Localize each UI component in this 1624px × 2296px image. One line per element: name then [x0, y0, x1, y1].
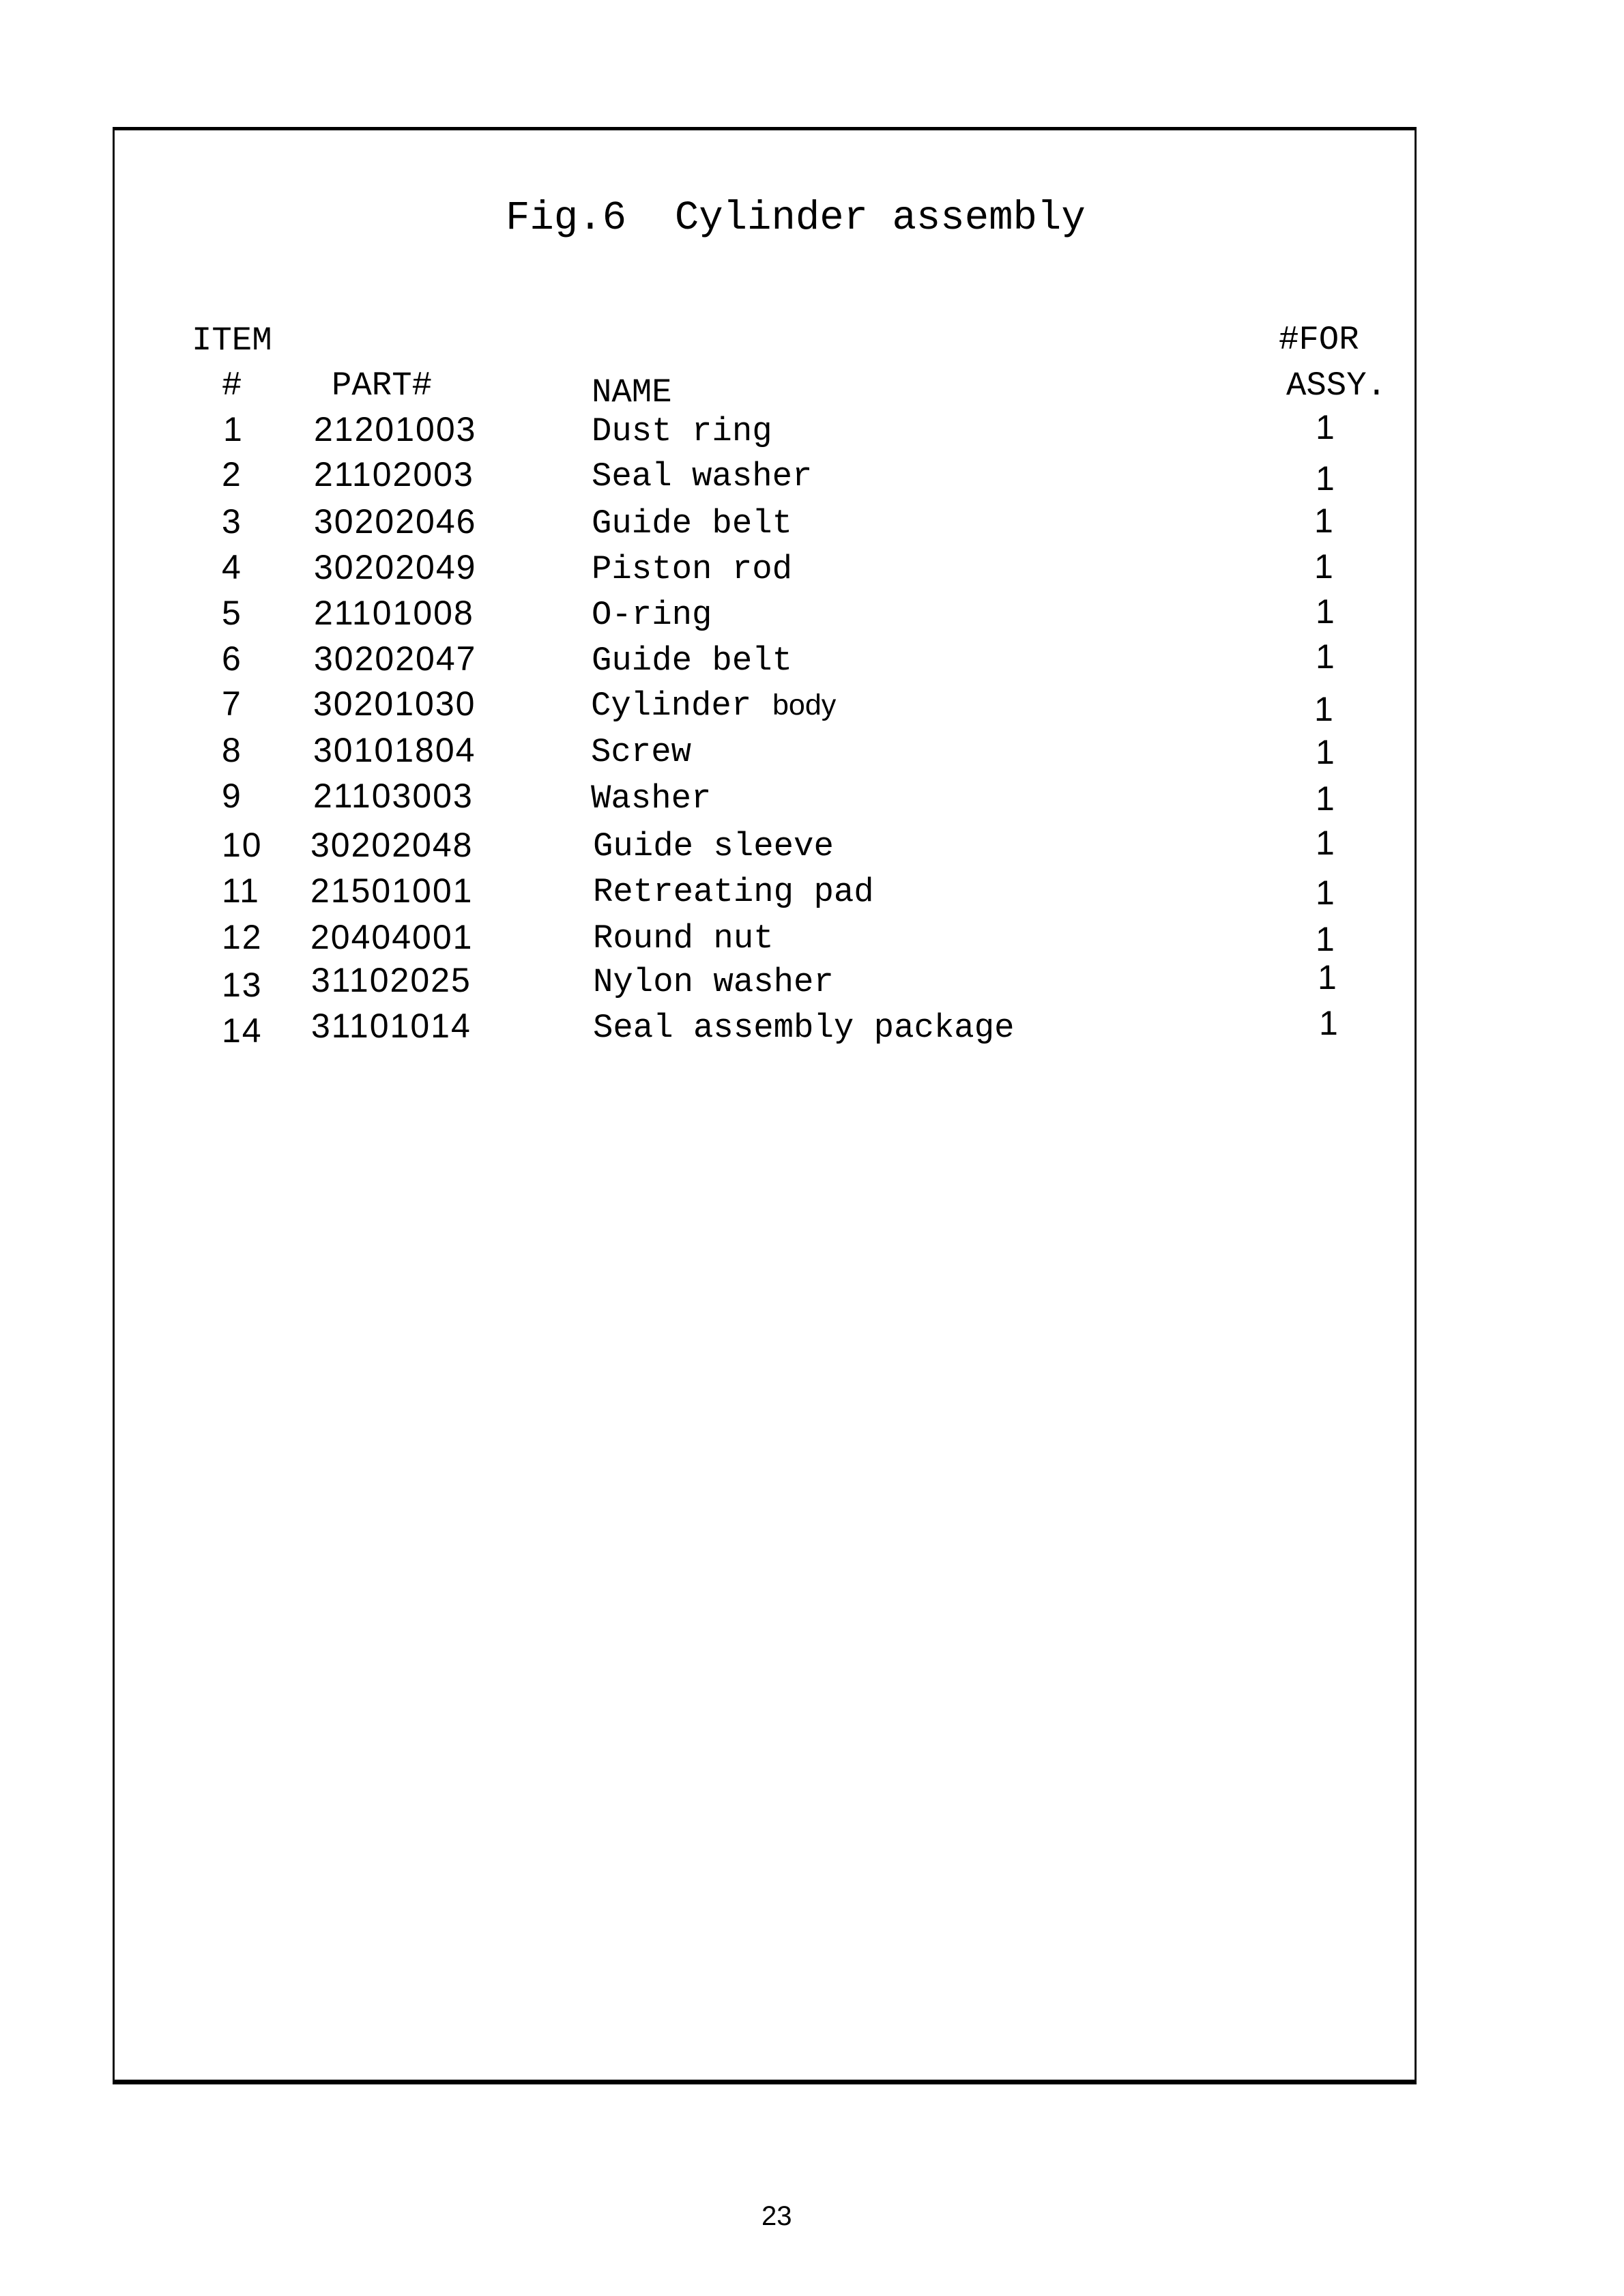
header-item: ITEM — [192, 321, 272, 360]
part-number: 30201030 — [313, 685, 476, 723]
quantity: 1 — [1314, 502, 1333, 540]
part-number: 30101804 — [313, 731, 476, 769]
quantity: 1 — [1319, 1004, 1338, 1042]
item-number: 1 — [223, 410, 244, 448]
part-name: Seal washer — [592, 457, 813, 496]
quantity: 1 — [1316, 592, 1335, 631]
page-number: 23 — [762, 2201, 792, 2231]
item-number: 4 — [222, 548, 242, 586]
item-number: 6 — [222, 640, 242, 678]
header-qty-line1: #FOR — [1279, 321, 1359, 359]
header-part-number: PART# — [332, 367, 433, 405]
header-name: NAME — [592, 373, 672, 412]
quantity: 1 — [1316, 408, 1335, 446]
part-name: Guide belt — [592, 642, 793, 680]
part-name: Seal assembly package — [593, 1009, 1015, 1047]
item-number: 13 — [222, 966, 263, 1004]
header-item-number: # — [222, 367, 242, 405]
part-number: 30202047 — [314, 640, 477, 678]
quantity: 1 — [1314, 547, 1333, 586]
part-name: Nylon washer — [593, 963, 834, 1001]
part-name: Round nut — [593, 919, 774, 958]
quantity: 1 — [1316, 637, 1335, 676]
item-number: 14 — [222, 1011, 263, 1050]
item-number: 3 — [222, 502, 242, 541]
quantity: 1 — [1316, 920, 1335, 958]
part-name: Guide sleeve — [593, 827, 834, 865]
part-name: Washer — [591, 779, 712, 818]
part-name: Dust ring — [592, 412, 772, 450]
part-name-suffix: body — [772, 689, 837, 721]
item-number: 12 — [222, 918, 263, 956]
part-number: 31102025 — [311, 961, 472, 999]
item-number: 8 — [222, 731, 242, 769]
item-number: 11 — [222, 872, 260, 910]
part-name: Piston rod — [592, 550, 793, 588]
part-number: 20404001 — [310, 918, 474, 956]
part-number: 21101008 — [314, 594, 474, 632]
item-number: 5 — [222, 594, 242, 632]
header-qty-line2: ASSY. — [1286, 367, 1387, 405]
part-name: Guide belt — [592, 504, 793, 543]
item-number: 9 — [222, 777, 242, 815]
part-number: 21102003 — [314, 455, 474, 493]
part-number: 30202049 — [314, 548, 477, 586]
quantity: 1 — [1318, 958, 1337, 996]
part-name: Retreating pad — [593, 873, 874, 911]
part-number: 30202048 — [310, 826, 474, 864]
part-number: 31101014 — [311, 1007, 472, 1045]
part-name: O-ring — [592, 596, 712, 634]
figure-title: Fig.6 Cylinder assembly — [506, 195, 1086, 241]
quantity: 1 — [1316, 874, 1335, 912]
quantity: 1 — [1314, 690, 1333, 728]
item-number: 7 — [222, 685, 242, 723]
quantity: 1 — [1316, 459, 1335, 498]
part-number: 21501001 — [310, 872, 474, 910]
part-number: 21201003 — [314, 410, 477, 448]
quantity: 1 — [1316, 733, 1335, 771]
item-number: 10 — [222, 826, 263, 864]
part-number: 21103003 — [313, 777, 474, 815]
part-name: Screw — [591, 733, 692, 771]
quantity: 1 — [1316, 824, 1335, 862]
quantity: 1 — [1316, 779, 1335, 818]
part-number: 30202046 — [314, 502, 477, 541]
item-number: 2 — [222, 455, 242, 493]
part-name: Cylinder — [591, 687, 752, 725]
